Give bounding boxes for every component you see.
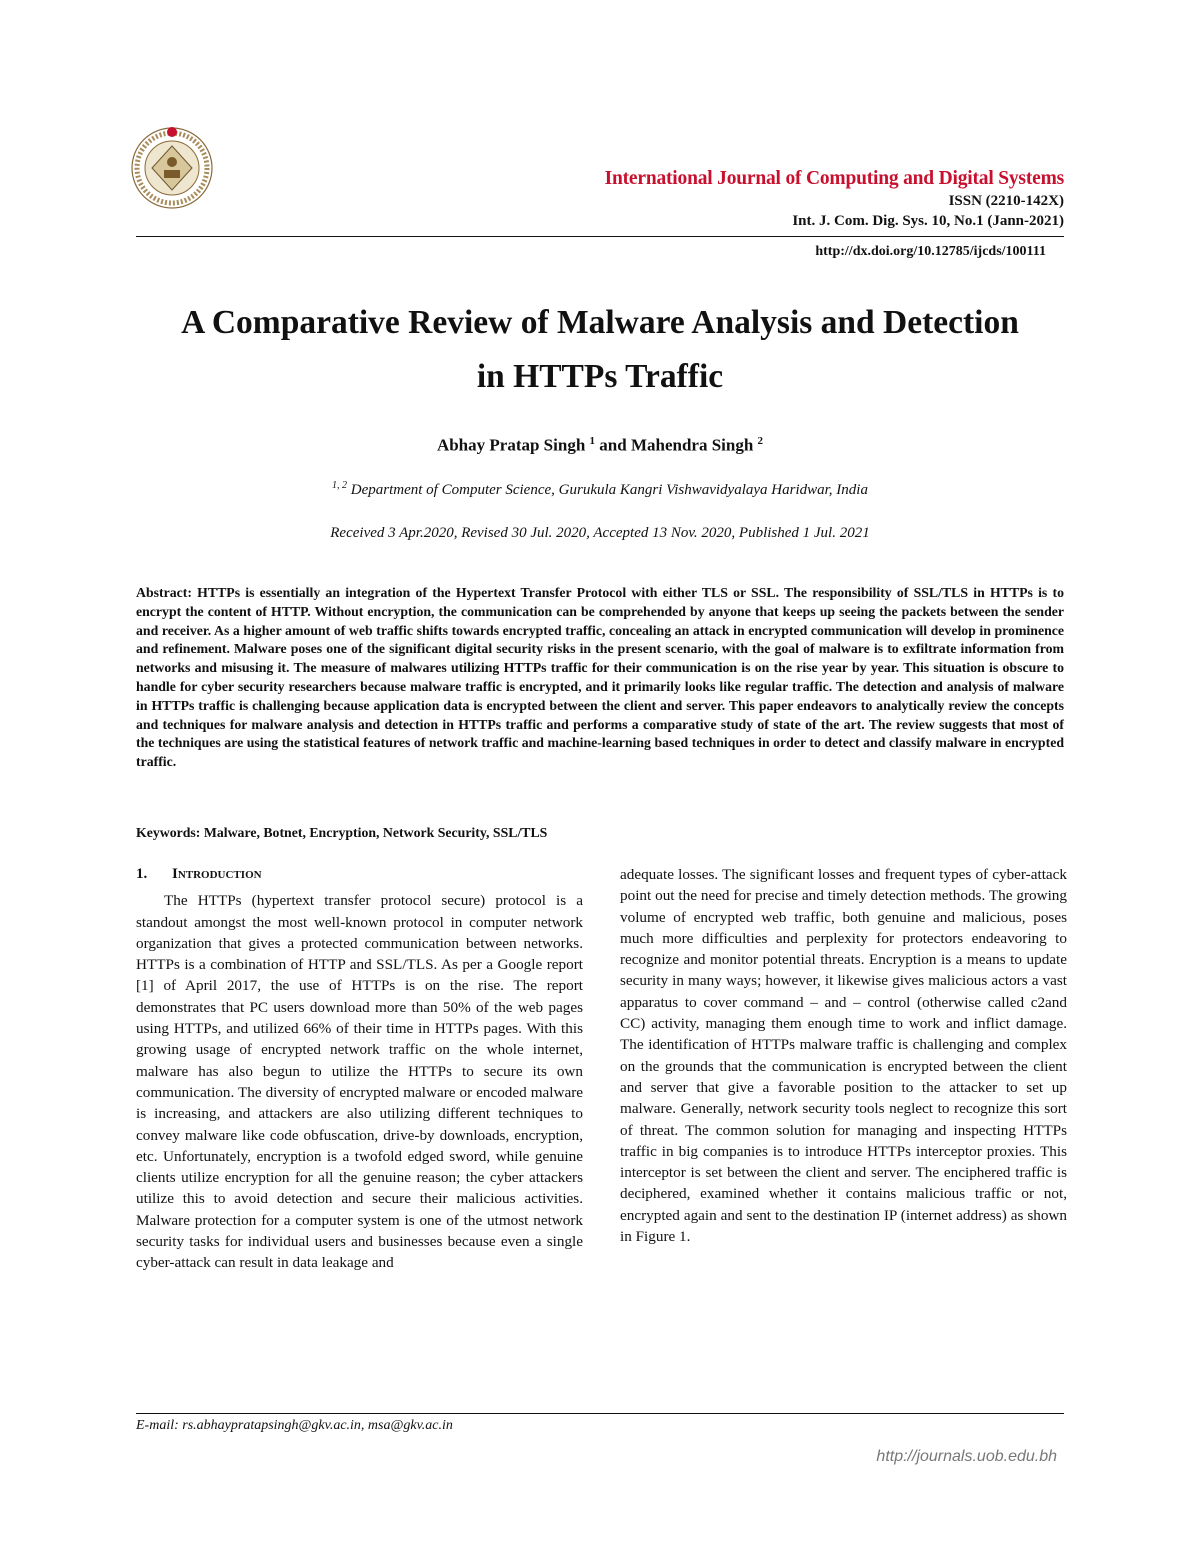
issn: ISSN (2210-142X) <box>948 193 1064 209</box>
abstract <box>136 584 1064 772</box>
university-seal-logo <box>130 126 214 210</box>
journal-citation: Int. J. Com. Dig. Sys. 10, No.1 (Jann-2021) <box>792 213 1064 229</box>
email-label: E-mail: <box>136 1418 179 1433</box>
author-1: Abhay Pratap Singh <box>436 435 586 455</box>
journal-title: International Journal of Computing and Digital Systems <box>604 168 1064 189</box>
author-conjunction: and <box>595 435 631 455</box>
affiliation-marks: 1, 2 <box>332 480 348 491</box>
authors <box>0 435 1200 456</box>
affiliation-text: Department of Computer Science, Gurukula Kangri Vishwavidyalaya Haridwar, India <box>347 482 868 498</box>
keywords <box>136 825 1064 841</box>
doi-link[interactable]: http://dx.doi.org/10.12785/ijcds/100111 <box>815 244 1046 259</box>
journal-url-link[interactable]: http://journals.uob.edu.bh <box>876 1448 1057 1465</box>
keywords-text: Malware, Botnet, Encryption, Network Security, SSL/TLS <box>200 825 548 840</box>
author-1-affiliation-mark: 1 <box>589 435 596 447</box>
left-column <box>136 864 583 1274</box>
footer-divider <box>136 1413 1064 1414</box>
paper-title-line-2: in HTTPs Traffic <box>476 358 724 395</box>
keywords-label: Keywords: <box>136 825 201 840</box>
intro-paragraph: The HTTPs (hypertext transfer protocol secure) protocol is a standout amongst the most well-known protocol in computer network organization that gives a protected communication between networks. HTTPs is a combination of HTTP and SSL/TLS. As per a Google report [1] of April 2017, the use of HTTPs is on the rise. The report demonstrates that PC users download more than 50% of the web pages using HTTPs, and utilized 66% of their time in HTTPs pages. With this growing usage of encrypted network traffic on the whole internet, malware has also begun to utilize the HTTPs to secure its own communication. The diversity of encrypted malware or encoded malware is increasing, and attackers are also utilizing different techniques to convey malware like code obfuscation, drive-by downloads, encryption, etc. Unfortunately, encryption is a twofold edged sword, while genuine clients utilize encryption for all the genuine reason; the cyber attackers utilize this to avoid detection and secure their malicious activities. Malware protection for a computer system is one of the utmost network security tasks for individual users and businesses because even a single cyber-attack can result in data leakage and <box>136 892 583 1272</box>
right-column <box>620 864 1067 1247</box>
abstract-label: Abstract: <box>136 585 192 600</box>
email-addresses[interactable]: rs.abhaypratapsingh@gkv.ac.in, msa@gkv.ac.in <box>178 1418 453 1433</box>
author-2: Mahendra Singh <box>630 435 754 455</box>
section-number: 1. <box>136 866 148 882</box>
intro-paragraph-continued: adequate losses. The significant losses and frequent types of cyber-attack point out the need for precise and timely detection methods. The growing volume of encrypted web traffic, both genuine and malicious, poses much more difficulties and perplexity for protectors endeavoring to recognize and monitor potential threats. Encryption is a means to update security in many ways; however, it likewise gives malicious actors a vast apparatus to cover command – and – control (otherwise called c2and CC) activity, managing them enough time to work and inflict damage. The identification of HTTPs malware traffic is challenging and complex on the grounds that the communication is encrypted between the client and server that give a favorable position to the attacker to set up malware. Generally, network security tools neglect to recognize this sort of threat. The common solution for managing and inspecting HTTPs traffic in big companies is to introduce HTTPs interceptor proxies. This interceptor is set between the client and server. The enciphered traffic is deciphered, examined whether it contains malicious traffic or not, encrypted again and sent to the destination IP (internet address) as shown in Figure 1. <box>620 866 1067 1246</box>
publication-dates: Received 3 Apr.2020, Revised 30 Jul. 2020, Accepted 13 Nov. 2020, Published 1 Jul. 2021 <box>330 525 870 541</box>
author-emails <box>136 1418 453 1434</box>
affiliation <box>0 480 1200 499</box>
author-2-affiliation-mark: 2 <box>757 435 764 447</box>
paper-title <box>100 296 1100 404</box>
section-heading <box>136 864 583 885</box>
abstract-text: HTTPs is essentially an integration of the Hypertext Transfer Protocol with either TLS or SSL. The responsibility of SSL/TLS in HTTPs is to encrypt the content of HTTP. Without encryption, the communication can be comprehended by anyone that keeps up seeing the packets between the sender and receiver. As a higher amount of web traffic shifts towards encrypted traffic, concealing an attack in encrypted communication will develop in prominence and refinement. Malware poses one of the significant digital security risks in the present scenario, with the goal of malware is to exfiltrate information from networks and misusing it. The measure of malwares utilizing HTTPs traffic for their communication is on the rise year by year. This situation is obscure to handle for cyber security researchers because malware traffic is encrypted, and it primarily looks like regular traffic. The detection and analysis of malware in HTTPs traffic is challenging because application data is encrypted between the client and server. This paper endeavors to analytically review the concepts and techniques for malware analysis and detection in HTTPs traffic and performs a comparative study of state of the art. The review suggests that most of the techniques are using the statistical features of network traffic and machine-learning based techniques in order to detect and classify malware in encrypted traffic. <box>136 585 1064 770</box>
section-title: Introduction <box>172 866 262 882</box>
paper-title-line-1: A Comparative Review of Malware Analysis and Detection <box>181 304 1019 341</box>
header-divider <box>136 236 1064 237</box>
